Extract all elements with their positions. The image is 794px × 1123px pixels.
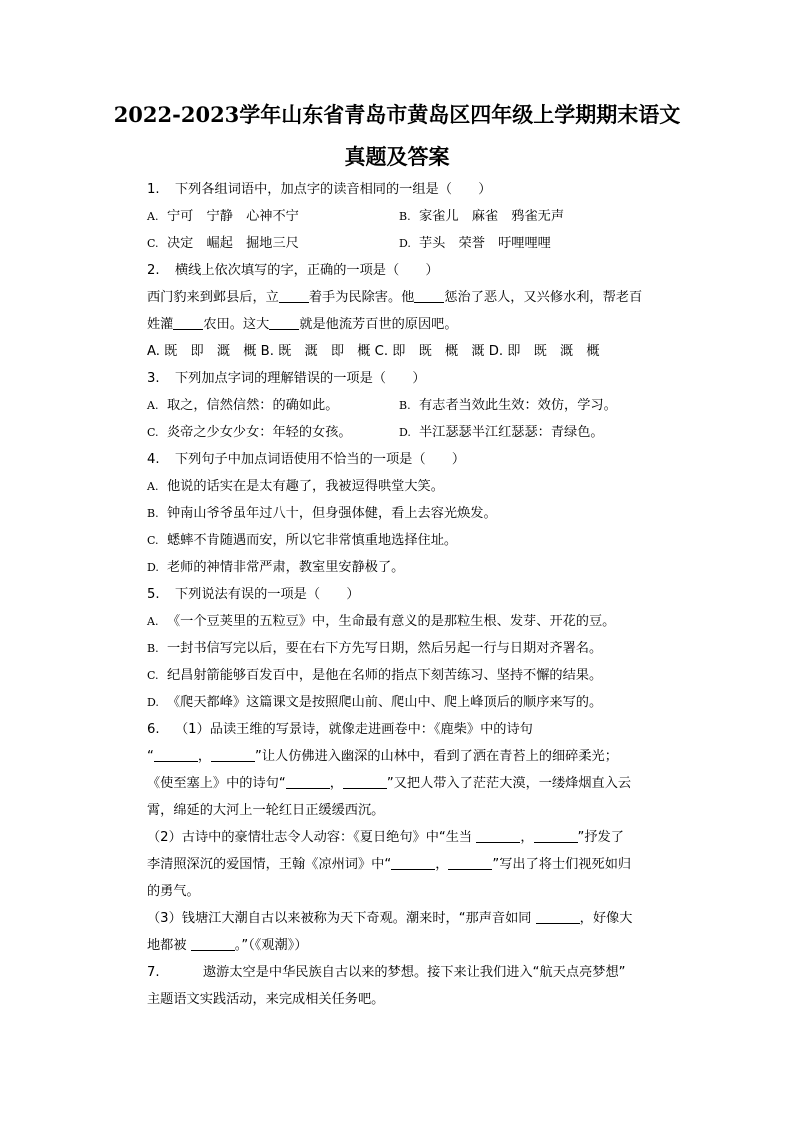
option-label: B. (399, 399, 411, 412)
question-text: 李清照深沉的爱国情，王翰《凉州词》中“ (147, 857, 392, 872)
question-text: 下列加点字词的理解错误的一项是（ ） (175, 371, 426, 386)
option-label: C. (147, 534, 159, 547)
question-3-options-row1 (147, 392, 657, 419)
passage-text: 西门豹来到邺县后，立 (147, 290, 279, 305)
option-b (399, 392, 651, 419)
question-text: 下列各组词语中，加点字的读音相同的一组是（ ） (175, 182, 492, 197)
fill-blank (391, 855, 435, 870)
option-label: B. (147, 642, 159, 655)
option-text: 宁可 宁静 心神不宁 (167, 209, 299, 224)
option-label: D. (399, 237, 411, 250)
comma: ， (329, 776, 343, 791)
question-text: 地都被 (147, 938, 191, 953)
question-text: 横线上依次填写的字，正确的一项是（ ） (175, 263, 439, 278)
document-body (147, 176, 657, 1013)
fill-blank (279, 288, 309, 303)
option-text: 《一个豆荚里的五粒豆》中，生命最有意义的是那粒生根、发芽、开花的豆。 (167, 614, 616, 629)
question-2-passage-line1 (147, 284, 657, 311)
question-text: 下列句子中加点词语使用不恰当的一项是（ ） (175, 452, 466, 467)
option-text: 老师的神情非常严肃，教室里安静极了。 (167, 560, 405, 575)
question-text: ”让人仿佛进入幽深的山林中，看到了洒在青苔上的细碎柔光； (255, 749, 618, 764)
fill-blank (414, 288, 444, 303)
question-6-part2-line2 (147, 851, 657, 878)
fill-blank (269, 315, 299, 330)
question-number: 7. (147, 965, 160, 980)
option-text: 纪昌射箭能够百发百中，是他在名师的指点下刻苦练习、坚持不懈的结果。 (167, 668, 603, 683)
question-text: 下列说法有误的一项是（ ） (175, 587, 360, 602)
option-c (147, 419, 399, 446)
option-a (147, 203, 399, 230)
question-7-line2: 主题语文实践活动，来完成相关任务吧。 (147, 992, 385, 1007)
option-label: B. (399, 210, 411, 223)
option-label: C. (147, 426, 159, 439)
question-7-line1 (147, 959, 657, 986)
question-6-part1-line3 (147, 770, 657, 797)
option-text: 有志者当效此生效：效仿，学习。 (419, 398, 617, 413)
option-text: 他说的话实在是太有趣了，我被逗得哄堂大笑。 (167, 479, 444, 494)
option-label: D. (147, 696, 159, 709)
question-text: 遨游太空是中华民族自古以来的梦想。接下来让我们进入“航天点亮梦想” (203, 965, 626, 980)
comma: ， (435, 857, 449, 872)
fill-blank (536, 909, 580, 924)
fill-blank (154, 747, 198, 762)
question-number: 6. (147, 722, 160, 737)
option-text: 钟南山爷爷虽年过八十，但身强体健，看上去容光焕发。 (167, 506, 497, 521)
option-a (147, 392, 399, 419)
comma: ， (520, 830, 534, 845)
option-label: A. (147, 480, 159, 493)
question-3-options-row2 (147, 419, 657, 446)
option-c (147, 662, 657, 689)
passage-text: 惩治了恶人，又兴修水利，帮老百 (444, 290, 643, 305)
option-text: 《爬天都峰》这篇课文是按照爬山前、爬山中、爬上峰顶后的顺序来写的。 (167, 695, 603, 710)
passage-text: 姓灌 (147, 317, 174, 332)
option-label: A. (147, 615, 159, 628)
question-text: （1）品读王维的写景诗，就像走进画卷中：《鹿柴》中的诗句 (175, 722, 533, 737)
question-text: ”抒发了 (577, 830, 624, 845)
option-text: 炎帝之少女少女：年轻的女孩。 (167, 425, 352, 440)
question-2-options: A. 既 即 溉 概 B. 既 溉 即 概 C. 即 既 概 溉 D. 即 既 溉 概 (147, 344, 600, 359)
question-number: 1. (147, 182, 160, 197)
question-text: ，好像大 (579, 911, 633, 926)
option-label: D. (147, 561, 159, 574)
question-text: 。”（《观潮》） (234, 938, 308, 953)
option-label: C. (147, 237, 159, 250)
document-title-line1: 2022-2023学年山东省青岛市黄岛区四年级上学期期末语文 (113, 102, 681, 127)
option-text: 芋头 荣誉 吁哩哩哩 (419, 236, 551, 251)
option-text: 一封书信写完以后，要在右下方先写日期，然后另起一行与日期对齐署名。 (167, 641, 603, 656)
option-label: D. (399, 426, 411, 439)
option-text: 取之，信然信然：的确如此。 (167, 398, 339, 413)
fill-blank (343, 774, 387, 789)
document-title-line2: 真题及答案 (344, 144, 450, 169)
option-c (147, 527, 657, 554)
question-3-stem (147, 365, 657, 392)
fill-blank (173, 315, 203, 330)
option-d (399, 230, 651, 257)
question-1-options-row1 (147, 203, 657, 230)
question-6-part1-line2 (147, 743, 657, 770)
passage-text: 就是他流芳百世的原因吧。 (299, 317, 458, 332)
option-d (147, 554, 657, 581)
fill-blank (534, 828, 578, 843)
question-text: ”又把人带入了茫茫大漠，一缕烽烟直入云 (386, 776, 632, 791)
option-label: B. (147, 507, 159, 520)
question-1-options-row2 (147, 230, 657, 257)
option-a (147, 608, 657, 635)
question-6-part2-line3: 的勇气。 (147, 884, 200, 899)
quote-open: “ (147, 749, 154, 764)
option-text: 半江瑟瑟半江红瑟瑟：青绿色。 (419, 425, 604, 440)
question-text: （3）钱塘江大潮自古以来被称为天下奇观。潮来时，“那声音如同 (147, 911, 536, 926)
question-number: 5. (147, 587, 160, 602)
option-label: A. (147, 399, 159, 412)
fill-blank (286, 774, 330, 789)
option-b (147, 635, 657, 662)
question-6-part2-line1 (147, 824, 657, 851)
option-b (399, 203, 651, 230)
fill-blank (448, 855, 492, 870)
option-text: 决定 崛起 掘地三尺 (167, 236, 299, 251)
comma: ， (197, 749, 212, 764)
fill-blank (211, 747, 255, 762)
passage-text: 农田。这大 (203, 317, 270, 332)
option-b (147, 500, 657, 527)
question-6-part3-line1 (147, 905, 657, 932)
option-c (147, 230, 399, 257)
option-label: A. (147, 210, 159, 223)
option-a (147, 473, 657, 500)
question-6-part3-line2 (147, 932, 657, 959)
question-2-stem (147, 257, 657, 284)
option-d (399, 419, 651, 446)
question-number: 2. (147, 263, 160, 278)
option-text: 蟋蟀不肯随遇而安，所以它非常慎重地选择住址。 (167, 533, 458, 548)
question-2-passage-line2 (147, 311, 657, 338)
question-1-stem (147, 176, 657, 203)
question-number: 4. (147, 452, 160, 467)
fill-blank (476, 828, 520, 843)
question-text: 《使至塞上》中的诗句“ (147, 776, 286, 791)
passage-text: 着手为民除害。他 (308, 290, 415, 305)
fill-blank (191, 936, 235, 951)
option-label: C. (147, 669, 159, 682)
option-text: 家雀儿 麻雀 鸦雀无声 (419, 209, 565, 224)
question-4-stem (147, 446, 657, 473)
option-d (147, 689, 657, 716)
question-6-part1-line4: 霄，绵延的大河上一轮红日正缓缓西沉。 (147, 803, 385, 818)
question-text: （2）古诗中的豪情壮志令人动容：《夏日绝句》中“生当 (147, 830, 477, 845)
question-text: ”写出了将士们视死如归 (492, 857, 632, 872)
question-number: 3. (147, 371, 160, 386)
question-5-stem (147, 581, 657, 608)
question-6-part1-line1 (147, 716, 657, 743)
